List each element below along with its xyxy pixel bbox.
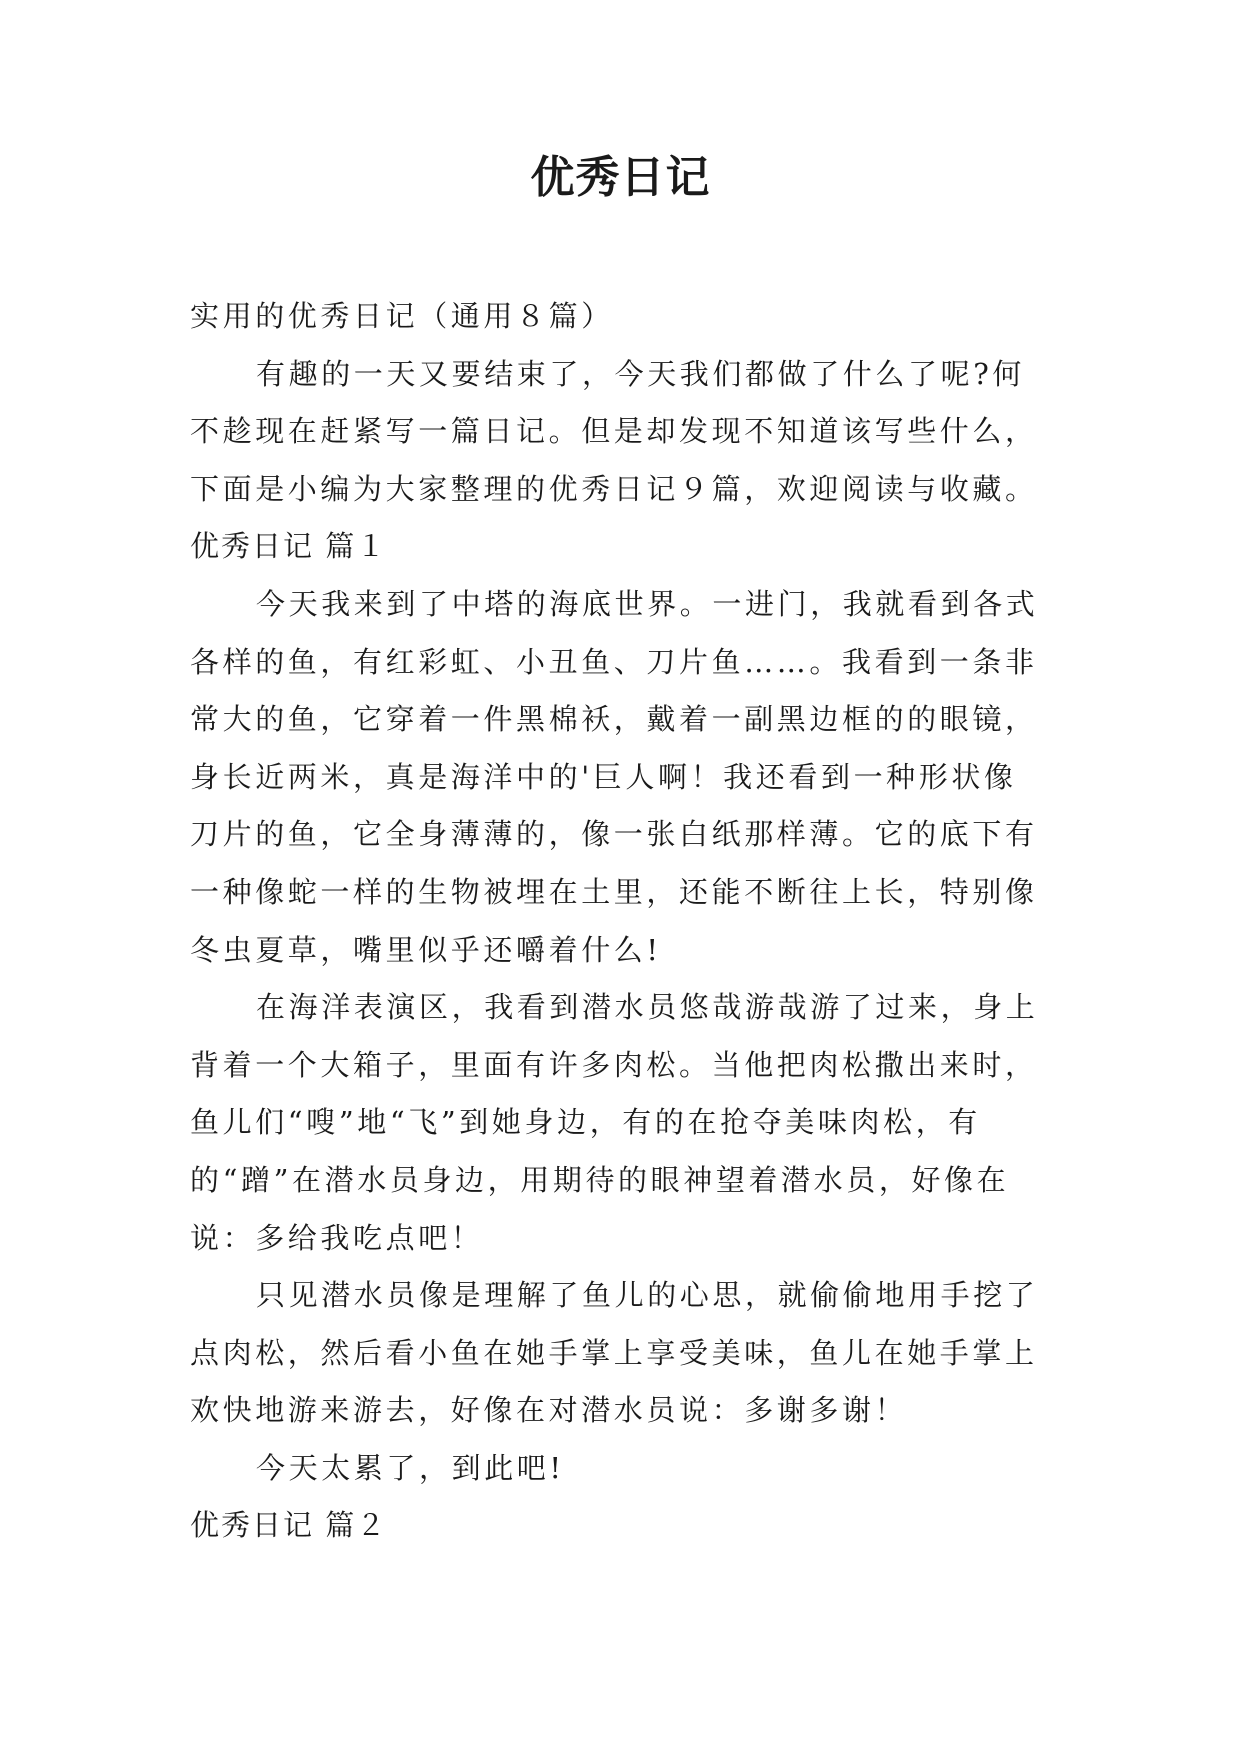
section-heading: 优秀日记 篇２: [190, 1508, 388, 1543]
paragraph-line: 点肉松，然后看小鱼在她手掌上享受美味，鱼儿在她手掌上: [190, 1335, 1038, 1370]
paragraph-line: 身长近两米，真是海洋中的'巨人啊！我还看到一种形状像: [190, 759, 1017, 794]
paragraph-line: 今天太累了，到此吧!: [256, 1450, 565, 1485]
paragraph-line: 说：多给我吃点吧！: [190, 1220, 484, 1255]
paragraph-line: 有趣的一天又要结束了，今天我们都做了什么了呢?何: [256, 356, 1025, 391]
paragraph-line: 只见潜水员像是理解了鱼儿的心思，就偷偷地用手挖了: [256, 1278, 1039, 1313]
document-title: 优秀日记: [530, 152, 711, 203]
paragraph-line: 常大的鱼，它穿着一件黑棉袄，戴着一副黑边框的的眼镜，: [190, 702, 1038, 737]
paragraph-line: 欢快地游来游去，好像在对潜水员说：多谢多谢！: [190, 1393, 908, 1428]
paragraph-line: 冬虫夏草，嘴里似乎还嚼着什么!: [190, 932, 662, 967]
paragraph-line: 今天我来到了中塔的海底世界。一进门，我就看到各式: [256, 586, 1039, 621]
document-body: [190, 288, 1060, 1555]
paragraph-line: 的“蹭”在潜水员身边，用期待的眼神望着潜水员，好像在: [190, 1162, 1010, 1197]
section-heading: 优秀日记 篇１: [190, 529, 388, 564]
paragraph-line: 背着一个大箱子，里面有许多肉松。当他把肉松撒出来时，: [190, 1047, 1038, 1082]
paragraph-line: 刀片的鱼，它全身薄薄的，像一张白纸那样薄。它的底下有: [190, 817, 1038, 852]
paragraph-line: 不趁现在赶紧写一篇日记。但是却发现不知道该写些什么，: [190, 414, 1038, 449]
paragraph-line: 下面是小编为大家整理的优秀日记９篇，欢迎阅读与收藏。: [190, 471, 1038, 506]
paragraph-line: 鱼儿们“嗖”地“飞”到她身边，有的在抢夺美味肉松，有: [190, 1105, 981, 1140]
paragraph-line: 在海洋表演区，我看到潜水员悠哉游哉游了过来，身上: [256, 990, 1039, 1025]
paragraph-line: 各样的鱼，有红彩虹、小丑鱼、刀片鱼……。我看到一条非: [190, 644, 1038, 679]
subtitle-line: 实用的优秀日记（通用８篇）: [190, 299, 614, 333]
paragraph-line: 一种像蛇一样的生物被埋在土里，还能不断往上长，特别像: [190, 874, 1038, 909]
